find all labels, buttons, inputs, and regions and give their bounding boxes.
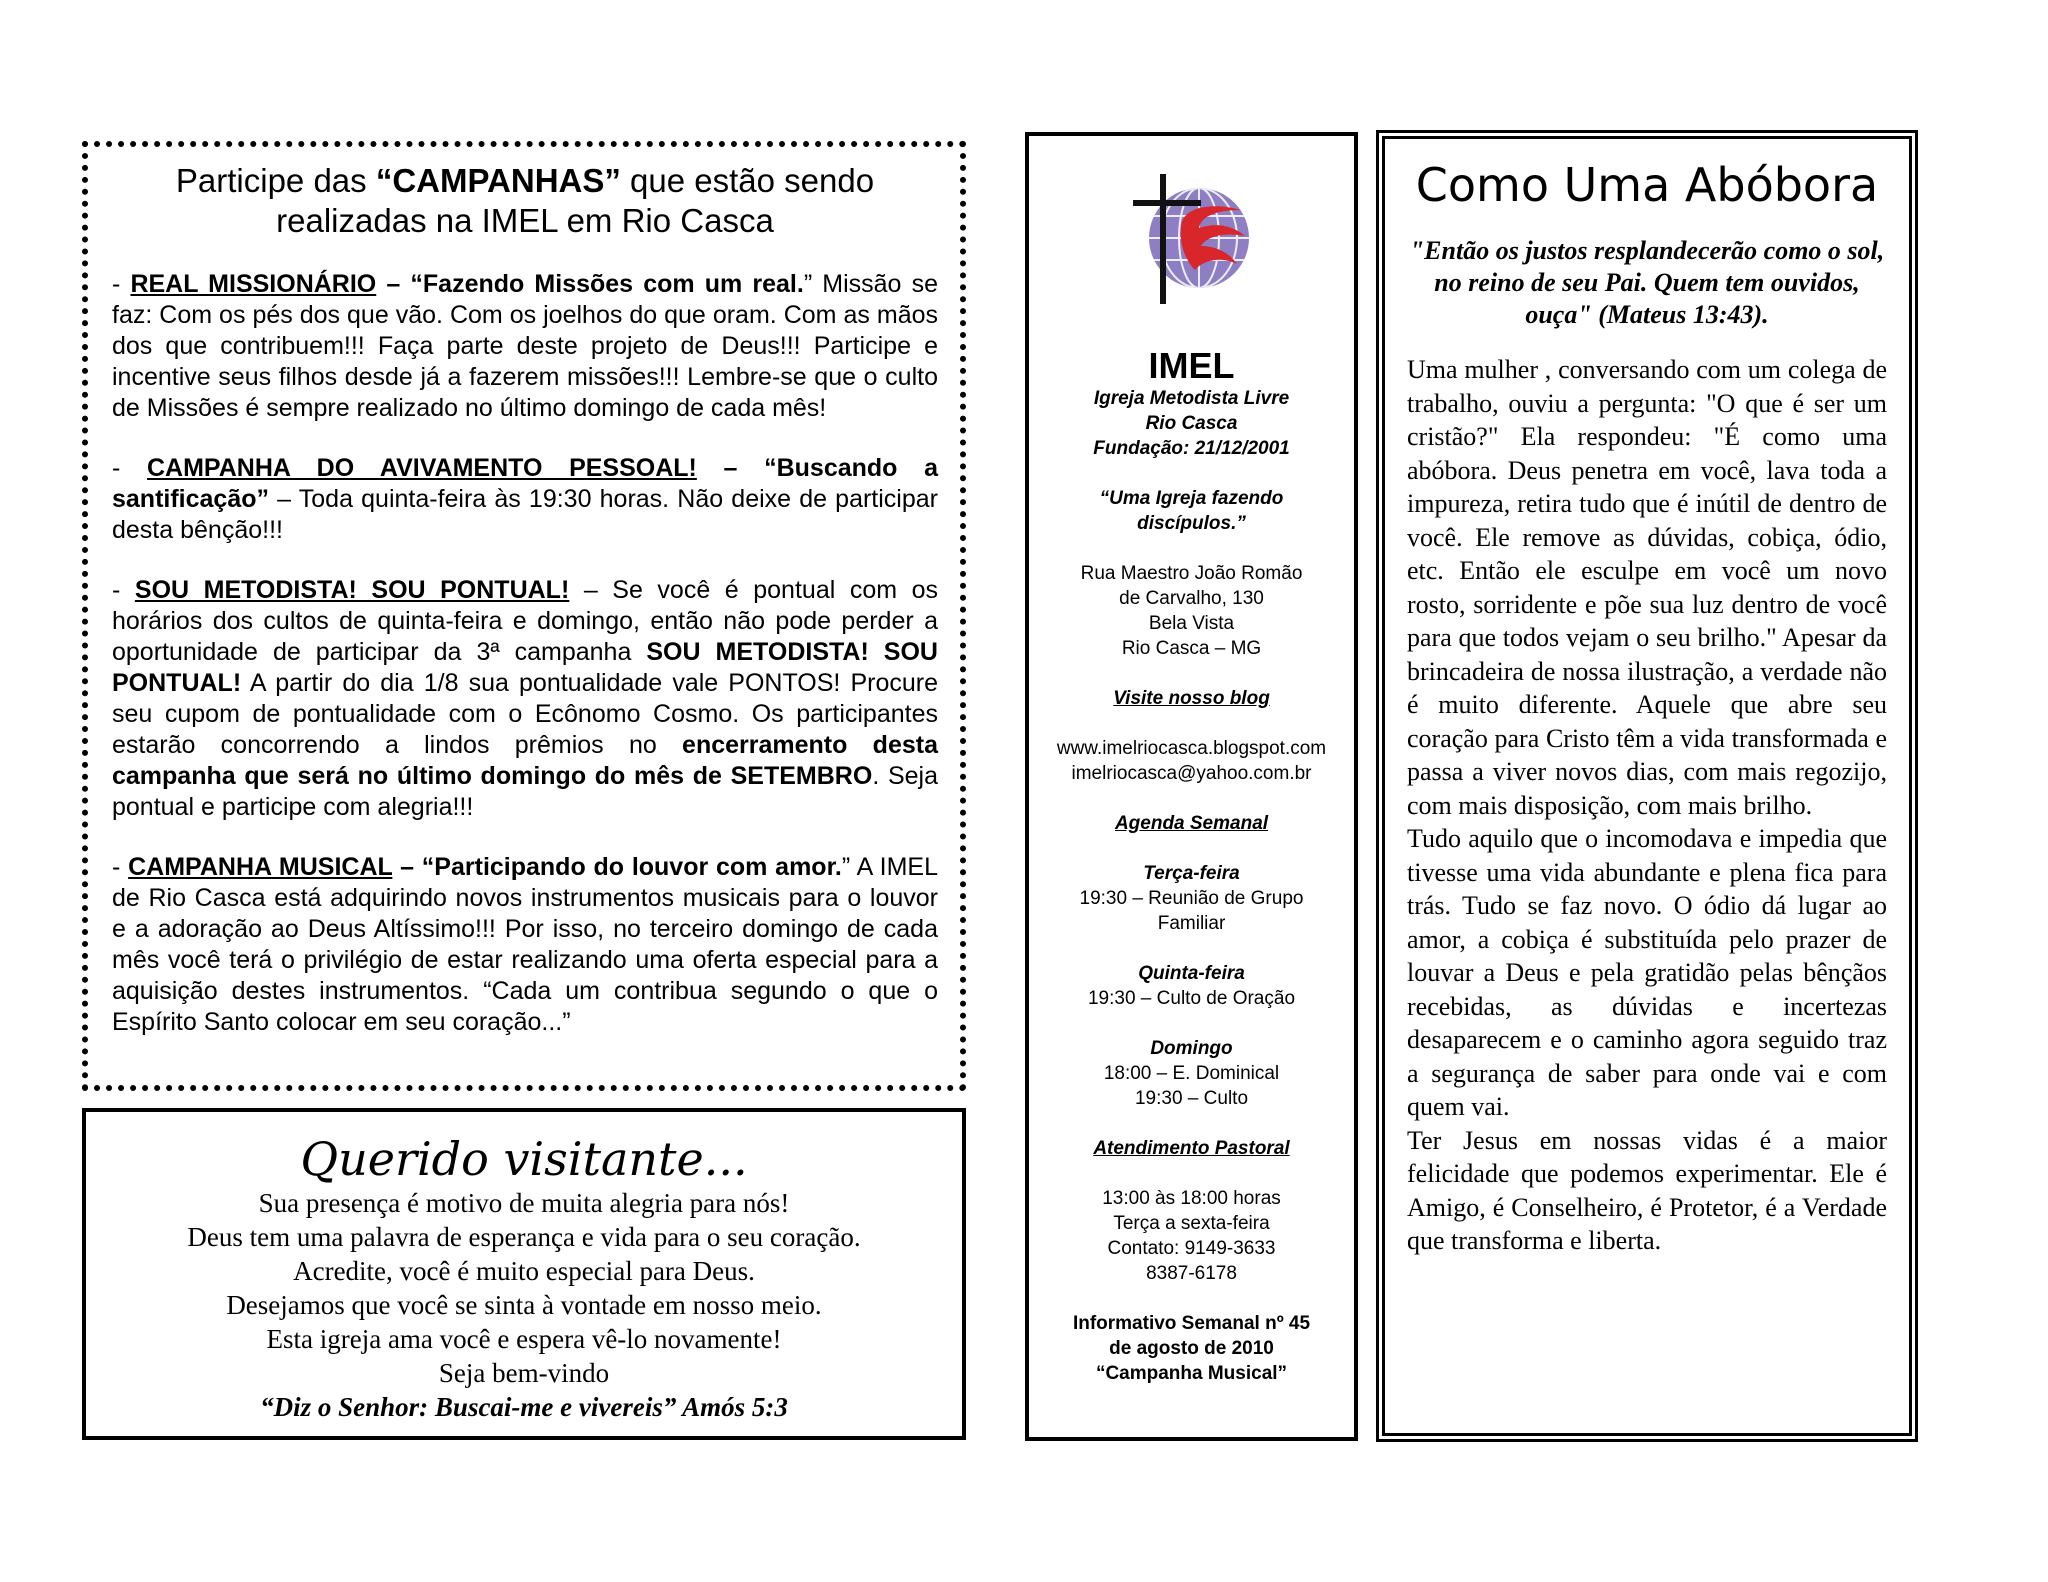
bulletin-line: “Campanha Musical” — [1095, 1363, 1288, 1384]
visitor-line: Deus tem uma palavra de esperança e vida para o seu coração. — [187, 1222, 861, 1252]
campaign-text: A partir do dia 1/8 sua pontualidade vale PONTOS! Procure seu cupom de pontualidade com o Ecônomo Cosmo. Os participantes estarão concorrendo a lindos prêmios no — [112, 669, 938, 759]
visitor-box — [82, 1108, 966, 1440]
campaign-slogan: – “Buscando a santificação” — [112, 454, 938, 513]
campaign-dash: - — [112, 270, 131, 298]
campaigns-title-bold: “CAMPANHAS” — [375, 162, 621, 199]
campaign-musical — [112, 852, 938, 1038]
bulletin-line: Informativo Semanal nº 45 — [1072, 1313, 1311, 1334]
church-info-column — [1025, 132, 1358, 1441]
church-motto: “Uma Igreja fazendo discípulos.” — [1099, 488, 1284, 534]
church-founded: Fundação: 21/12/2001 — [1093, 438, 1290, 459]
cross-icon — [1160, 174, 1166, 304]
address-line: Rio Casca – MG — [1121, 638, 1262, 659]
address-line: de Carvalho, 130 — [1119, 588, 1264, 609]
church-full-name: Igreja Metodista Livre — [1093, 388, 1290, 409]
article-paragraph: Tudo aquilo que o incomodava e impedia que tivesse uma vida abundante e plena fica para trás. Tudo se faz novo. O ódio dá lugar ao amor, a cobiça é substituída pelo prazer de louvar a Deus e pela gratidão pelas bênçãos recebidas, as dúvidas e incertezas desaparecem e o caminho agora seguido traz a segurança de saber para onde vai e com quem vai. — [1407, 824, 1887, 1121]
campaign-avivamento — [112, 453, 938, 546]
article-verse: "Então os justos resplandecerão como o sol, no reino de seu Pai. Quem tem ouvidos, ouça" (Mateus 13:43). — [1409, 236, 1885, 329]
campaigns-title — [112, 161, 938, 241]
campaign-name: CAMPANHA MUSICAL — [128, 853, 393, 881]
campaign-dash: - — [112, 454, 147, 482]
article-box — [1376, 130, 1918, 1442]
visitor-line: Acredite, você é muito especial para Deus. — [293, 1256, 755, 1286]
agenda-item: 19:30 – Reunião de Grupo — [1079, 888, 1304, 909]
address-line: Rua Maestro João Romão — [1080, 563, 1303, 584]
campaign-text: – Toda quinta-feira às 19:30 horas. Não deixe de participar desta bênção!!! — [112, 485, 938, 544]
campaign-name: REAL MISSIONÁRIO — [130, 270, 377, 298]
campaign-name: SOU METODISTA! SOU PONTUAL! — [134, 576, 570, 604]
campaign-slogan: – “Fazendo Missões com um real. — [376, 270, 804, 298]
campaign-emphasis: SOU METODISTA! SOU PONTUAL! — [112, 638, 938, 697]
church-name: IMEL — [1148, 345, 1235, 386]
agenda-item: 19:30 – Culto de Oração — [1087, 988, 1296, 1009]
agenda-item: Familiar — [1157, 913, 1226, 934]
article-paragraph: Ter Jesus em nossas vidas é a maior felicidade que podemos experimentar. Ele é Amigo, é Conselheiro, é Protetor, é a Verdade que transforma e liberta. — [1407, 1125, 1887, 1255]
agenda-day: Terça-feira — [1143, 863, 1240, 884]
article-title: Como Uma Abóbora — [1415, 158, 1879, 212]
campaign-real-missionario — [112, 269, 938, 424]
visitor-line: Seja bem-vindo — [438, 1358, 610, 1388]
campaign-text: ” A IMEL de Rio Casca está adquirindo novos instrumentos musicais para o louvor e a adoração ao Deus Altíssimo!!! Por isso, no terceiro domingo de cada mês você terá o privilégio de estar realizando uma oferta especial para a aquisição destes instrumentos. “Cada um contribua segundo o que o Espírito Santo colocar em seu coração...” — [112, 853, 938, 1036]
agenda-day: Quinta-feira — [1138, 963, 1245, 984]
campaign-dash: - — [112, 576, 135, 604]
agenda-heading: Agenda Semanal — [1114, 813, 1269, 834]
email-link[interactable]: imelriocasca@yahoo.com.br — [1071, 763, 1312, 784]
campaign-text: – Se você é pontual com os horários dos cultos de quinta-feira e domingo, então não pode perder a oportunidade de participar da 3ª campanha — [112, 576, 939, 666]
pastoral-heading: Atendimento Pastoral — [1093, 1138, 1290, 1159]
pastoral-line: 13:00 às 18:00 horas — [1102, 1188, 1281, 1209]
blog-heading: Visite nosso blog — [1113, 688, 1270, 709]
campaigns-title-pre: Participe das — [175, 162, 376, 199]
church-logo-icon — [1121, 166, 1261, 306]
pastoral-line: Terça a sexta-feira — [1113, 1213, 1270, 1234]
campaign-sou-pontual — [112, 575, 938, 823]
address-line: Bela Vista — [1148, 613, 1235, 634]
church-city: Rio Casca — [1145, 413, 1238, 434]
agenda-item: 19:30 – Culto — [1134, 1088, 1249, 1109]
campaign-emphasis: encerramento desta campanha que será no último domingo do mês de SETEMBRO — [112, 731, 938, 790]
campaign-text: ” Missão se faz: Com os pés dos que vão. Com os joelhos do que oram. Com as mãos dos que contribuem!!! Faça parte deste projeto de Deus!!! Participe e incentive seus filhos desde já a fazerem missões!!! Lembre-se que o culto de Missões é sempre realizado no último domingo de cada mês! — [112, 270, 938, 422]
agenda-item: 18:00 – E. Dominical — [1103, 1063, 1280, 1084]
visitor-line: Esta igreja ama você e espera vê-lo novamente! — [266, 1324, 782, 1354]
campaigns-box — [82, 141, 966, 1091]
visitor-quote: “Diz o Senhor: Buscai-me e vivereis” Amós 5:3 — [260, 1392, 788, 1422]
campaign-slogan: – “Participando do louvor com amor. — [392, 853, 842, 881]
article-body — [1407, 353, 1887, 1258]
campaigns-title-post: que estão sendo realizadas na IMEL em Rio Casca — [276, 162, 875, 239]
article-paragraph: Uma mulher , conversando com um colega de trabalho, ouviu a pergunta: "O que é ser um cristão?" Ela respondeu: "É como uma abóbora. Deus penetra em você, lava toda a impureza, retira tudo que é inútil de dentro de você. Ele remove as dúvidas, cobiça, ódio, etc. Então ele esculpe em você um novo rosto, sorridente e põe sua luz dentro de você para que todos vejam o seu brilho." Apesar da brincadeira de nossa ilustração, a verdade não é muito diferente. Aquele que abre seu coração para Cristo têm a vida transformada e passa a viver novos dias, com mais regozijo, com mais disposição, com mais brilho. — [1407, 355, 1887, 820]
campaign-dash: - — [112, 853, 129, 881]
visitor-title: Querido visitante... — [300, 1132, 748, 1186]
visitor-line: Desejamos que você se sinta à vontade em nosso meio. — [226, 1290, 822, 1320]
blog-link[interactable]: www.imelriocasca.blogspot.com — [1056, 738, 1327, 759]
campaign-name: CAMPANHA DO AVIVAMENTO PESSOAL! — [146, 454, 697, 482]
agenda-day: Domingo — [1150, 1038, 1233, 1059]
bulletin-line: de agosto de 2010 — [1109, 1338, 1274, 1359]
pastoral-line: 8387-6178 — [1146, 1263, 1237, 1284]
visitor-line: Sua presença é motivo de muita alegria para nós! — [258, 1188, 790, 1218]
campaign-text: . Seja pontual e participe com alegria!!! — [112, 762, 938, 821]
pastoral-line: Contato: 9149-3633 — [1107, 1238, 1276, 1259]
